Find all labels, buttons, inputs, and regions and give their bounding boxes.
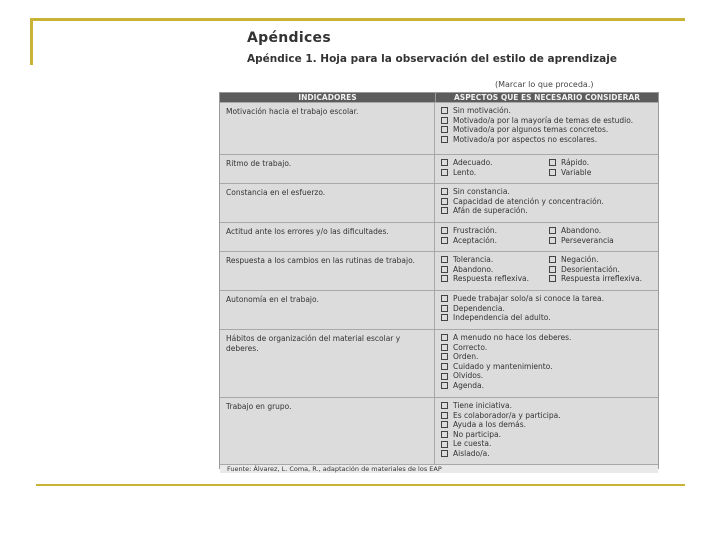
document-note: (Marcar lo que proceda.) xyxy=(495,80,594,89)
option-label: Motivado/a por algunos temas concretos. xyxy=(453,125,609,135)
checkbox-option xyxy=(549,255,652,265)
option-label: Agenda. xyxy=(453,380,484,390)
checkbox-icon xyxy=(441,198,448,205)
checkbox-option xyxy=(441,411,652,421)
option-label: Correcto. xyxy=(453,342,488,352)
checkbox-icon xyxy=(441,431,448,438)
table-row xyxy=(220,397,658,464)
checkbox-icon xyxy=(549,275,556,282)
checkbox-option xyxy=(441,420,652,430)
option-label: Lento. xyxy=(453,167,477,177)
options-list xyxy=(441,106,652,144)
checkbox-icon xyxy=(441,450,448,457)
option-label: A menudo no hace los deberes. xyxy=(453,333,572,342)
option-label: Aislado/a. xyxy=(453,448,490,458)
options-list xyxy=(441,226,652,245)
checkbox-icon xyxy=(441,412,448,419)
checkbox-option xyxy=(441,106,652,116)
checkbox-option xyxy=(441,158,549,168)
option-label: Respuesta irreflexiva. xyxy=(561,274,643,284)
option-label: Variable xyxy=(561,167,592,177)
option-label: Frustración. xyxy=(453,226,498,235)
options-list xyxy=(441,255,652,284)
checkbox-option xyxy=(441,439,652,449)
option-label: Rápido. xyxy=(561,158,590,167)
checkbox-icon xyxy=(441,227,448,234)
checkbox-icon xyxy=(441,188,448,195)
checkbox-icon xyxy=(549,169,556,176)
checkbox-icon xyxy=(549,227,556,234)
table-row xyxy=(220,251,658,290)
option-label: Afán de superación. xyxy=(453,206,528,216)
observation-table xyxy=(219,92,659,473)
checkbox-option xyxy=(441,168,549,178)
option-label: Respuesta reflexiva. xyxy=(453,274,530,284)
checkbox-option xyxy=(441,449,652,459)
checkbox-option xyxy=(441,381,652,391)
document-subtitle: Apéndice 1. Hoja para la observación del estilo de aprendizaje xyxy=(247,53,617,65)
option-label: Motivado/a por aspectos no escolares. xyxy=(453,134,598,144)
checkbox-option xyxy=(441,135,652,145)
indicator-label: Trabajo en grupo. xyxy=(220,398,435,464)
decorative-vertical-line xyxy=(30,18,33,65)
options-list xyxy=(441,401,652,459)
option-label: Es colaborador/a y participa. xyxy=(453,410,561,420)
checkbox-option xyxy=(441,265,549,275)
checkbox-option xyxy=(441,255,549,265)
checkbox-icon xyxy=(441,207,448,214)
aspects-cell xyxy=(435,398,658,464)
option-label: Orden. xyxy=(453,352,479,362)
checkbox-option xyxy=(441,362,652,372)
checkbox-option xyxy=(441,236,549,246)
option-label: Adecuado. xyxy=(453,158,493,167)
checkbox-option xyxy=(441,226,549,236)
checkbox-option xyxy=(549,168,652,178)
checkbox-option xyxy=(441,274,549,284)
checkbox-icon xyxy=(549,256,556,263)
option-label: Tiene iniciativa. xyxy=(453,401,512,410)
document-title: Apéndices xyxy=(247,30,331,46)
option-label: Olvidos. xyxy=(453,371,484,381)
indicator-label: Ritmo de trabajo. xyxy=(220,155,435,183)
aspects-cell xyxy=(435,330,658,397)
option-label: Desorientación. xyxy=(561,264,620,274)
option-label: Abandono. xyxy=(453,264,494,274)
table-header xyxy=(220,93,658,102)
checkbox-icon xyxy=(441,334,448,341)
checkbox-icon xyxy=(441,441,448,448)
table-row xyxy=(220,329,658,397)
option-label: Puede trabajar solo/a si conoce la tarea. xyxy=(453,294,604,303)
checkbox-option xyxy=(549,265,652,275)
checkbox-icon xyxy=(441,107,448,114)
checkbox-option xyxy=(441,333,652,343)
checkbox-icon xyxy=(441,363,448,370)
checkbox-icon xyxy=(441,169,448,176)
checkbox-icon xyxy=(441,136,448,143)
checkbox-option xyxy=(441,197,652,207)
option-label: Dependencia. xyxy=(453,303,505,313)
option-label: Capacidad de atención y concentración. xyxy=(453,196,604,206)
indicator-label: Motivación hacia el trabajo escolar. xyxy=(220,103,435,154)
decorative-bottom-line xyxy=(36,484,685,486)
checkbox-icon xyxy=(441,117,448,124)
indicator-label: Respuesta a los cambios en las rutinas de trabajo. xyxy=(220,252,435,290)
checkbox-option xyxy=(441,187,652,197)
checkbox-icon xyxy=(441,382,448,389)
options-list xyxy=(441,158,652,177)
checkbox-icon xyxy=(441,353,448,360)
decorative-top-line xyxy=(30,18,685,21)
checkbox-option xyxy=(549,226,652,236)
options-list xyxy=(441,333,652,391)
checkbox-icon xyxy=(549,159,556,166)
checkbox-icon xyxy=(441,295,448,302)
table-row xyxy=(220,154,658,183)
checkbox-icon xyxy=(441,256,448,263)
indicator-label: Actitud ante los errores y/o las dificultades. xyxy=(220,223,435,251)
table-row xyxy=(220,102,658,154)
aspects-cell xyxy=(435,155,658,183)
checkbox-icon xyxy=(441,344,448,351)
checkbox-option xyxy=(441,343,652,353)
aspects-cell xyxy=(435,252,658,290)
option-label: No participa. xyxy=(453,429,501,439)
checkbox-icon xyxy=(441,126,448,133)
aspects-cell xyxy=(435,103,658,154)
option-label: Negación. xyxy=(561,255,599,264)
option-label: Cuidado y mantenimiento. xyxy=(453,361,553,371)
checkbox-option xyxy=(441,304,652,314)
option-label: Abandono. xyxy=(561,226,602,235)
checkbox-icon xyxy=(441,275,448,282)
checkbox-icon xyxy=(441,266,448,273)
checkbox-option xyxy=(441,430,652,440)
option-label: Sin motivación. xyxy=(453,106,511,115)
checkbox-icon xyxy=(441,314,448,321)
option-label: Tolerancia. xyxy=(453,255,494,264)
checkbox-icon xyxy=(549,266,556,273)
aspects-cell xyxy=(435,291,658,329)
table-row xyxy=(220,183,658,222)
option-label: Motivado/a por la mayoría de temas de estudio. xyxy=(453,115,634,125)
checkbox-option xyxy=(441,116,652,126)
table-row xyxy=(220,222,658,251)
option-label: Aceptación. xyxy=(453,235,497,245)
checkbox-option xyxy=(549,274,652,284)
checkbox-option xyxy=(549,158,652,168)
option-label: Independencia del adulto. xyxy=(453,313,551,323)
option-label: Sin constancia. xyxy=(453,187,510,196)
checkbox-option xyxy=(441,371,652,381)
options-list xyxy=(441,294,652,323)
checkbox-icon xyxy=(549,237,556,244)
indicator-label: Constancia en el esfuerzo. xyxy=(220,184,435,222)
checkbox-icon xyxy=(441,421,448,428)
checkbox-icon xyxy=(441,373,448,380)
header-aspectos: ASPECTOS QUE ES NECESARIO CONSIDERAR xyxy=(453,93,640,102)
table-source: Fuente: Álvarez, L. Coma, R., adaptación de materiales de los EAP xyxy=(220,464,658,473)
checkbox-option xyxy=(441,352,652,362)
table-row xyxy=(220,290,658,329)
checkbox-icon xyxy=(441,237,448,244)
options-list xyxy=(441,187,652,216)
checkbox-icon xyxy=(441,402,448,409)
option-label: Perseverancia xyxy=(561,235,614,245)
checkbox-option xyxy=(549,236,652,246)
checkbox-option xyxy=(441,313,652,323)
checkbox-option xyxy=(441,206,652,216)
checkbox-option xyxy=(441,401,652,411)
aspects-cell xyxy=(435,184,658,222)
checkbox-icon xyxy=(441,305,448,312)
indicator-label: Autonomía en el trabajo. xyxy=(220,291,435,329)
checkbox-option xyxy=(441,125,652,135)
option-label: Ayuda a los demás. xyxy=(453,420,527,430)
option-label: Le cuesta. xyxy=(453,439,492,449)
aspects-cell xyxy=(435,223,658,251)
header-indicadores: INDICADORES xyxy=(220,93,436,102)
checkbox-icon xyxy=(441,159,448,166)
table-body xyxy=(220,102,658,464)
checkbox-option xyxy=(441,294,652,304)
indicator-label: Hábitos de organización del material escolar y deberes. xyxy=(220,330,435,397)
